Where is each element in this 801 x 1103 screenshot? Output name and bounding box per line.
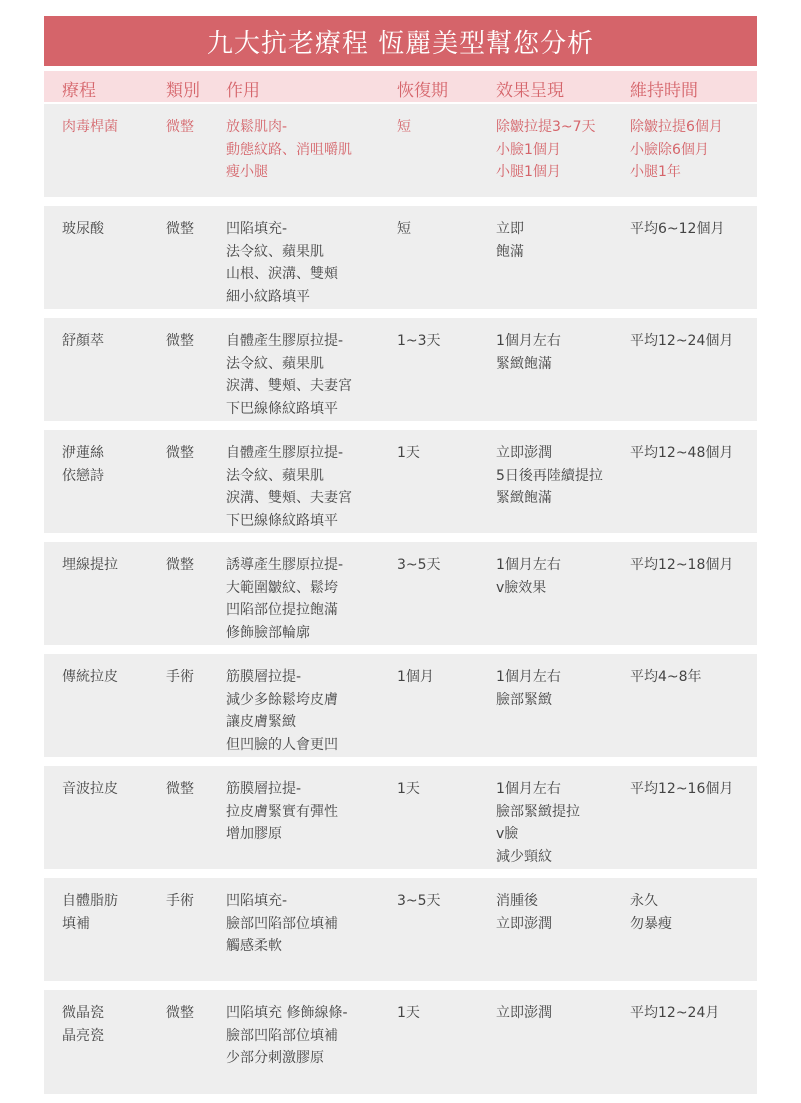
cell-duration: 除皺拉提6個月 小臉除6個月 小腿1年 [630,119,723,180]
cell-treatment: 埋線提拉 [62,557,118,573]
cell-effect: 放鬆肌肉- 動態紋路、消咀嚼肌 瘦小腿 [226,119,352,180]
cell-effect: 筋膜層拉提- 拉皮膚緊實有彈性 增加膠原 [226,781,338,842]
cell-recovery: 1個月 [397,669,434,685]
cell-result: 立即澎潤 5日後再陸續提拉 緊緻飽滿 [496,445,603,506]
cell-treatment: 傳統拉皮 [62,669,118,685]
table-row [44,766,757,869]
table-row [44,990,757,1094]
cell-result: 消腫後 立即澎潤 [496,893,552,932]
table-row [44,430,757,533]
cell-recovery: 1~3天 [397,333,441,349]
cell-effect: 凹陷填充- 法令紋、蘋果肌 山根、淚溝、雙頰 細小紋路填平 [226,221,338,305]
cell-treatment: 音波拉皮 [62,781,118,797]
cell-result: 立即澎潤 [496,1005,552,1021]
table-header [44,71,757,102]
cell-effect: 自體產生膠原拉提- 法令紋、蘋果肌 淚溝、雙頰、夫妻宮 下巴線條紋路填平 [226,445,352,529]
cell-effect: 筋膜層拉提- 減少多餘鬆垮皮膚 讓皮膚緊緻 但凹臉的人會更凹 [226,669,338,753]
header-effect: 作用 [226,81,260,101]
cell-recovery: 短 [397,221,411,237]
cell-result: 1個月左右 臉部緊緻提拉 v臉 減少頸紋 [496,781,580,865]
cell-category: 微整 [166,557,194,573]
cell-result: 1個月左右 緊緻飽滿 [496,333,561,372]
cell-treatment: 自體脂肪 填補 [62,893,118,932]
page-title: 九大抗老療程 恆麗美型幫您分析 [44,16,757,66]
cell-recovery: 3~5天 [397,893,441,909]
cell-treatment: 玻尿酸 [62,221,104,237]
table-body [44,104,757,1103]
cell-category: 微整 [166,119,194,135]
table-row [44,104,757,197]
cell-treatment: 肉毒桿菌 [62,119,118,135]
cell-treatment: 洢蓮絲 依戀詩 [62,445,104,484]
cell-duration: 平均12~18個月 [630,557,734,573]
cell-category: 微整 [166,1005,194,1021]
cell-treatment: 舒顏萃 [62,333,104,349]
cell-result: 立即 飽滿 [496,221,524,260]
table-row [44,878,757,981]
table-row [44,654,757,757]
cell-category: 微整 [166,221,194,237]
table-row [44,542,757,645]
cell-duration: 永久 勿暴瘦 [630,893,672,932]
cell-recovery: 1天 [397,1005,420,1021]
cell-category: 手術 [166,893,194,909]
cell-result: 除皺拉提3~7天 小臉1個月 小腿1個月 [496,119,596,180]
cell-category: 微整 [166,445,194,461]
cell-recovery: 1天 [397,781,420,797]
cell-effect: 凹陷填充 修飾線條- 臉部凹陷部位填補 少部分刺激膠原 [226,1005,348,1066]
cell-treatment: 微晶瓷 晶亮瓷 [62,1005,104,1044]
table-row [44,318,757,421]
cell-duration: 平均12~48個月 [630,445,734,461]
cell-duration: 平均12~16個月 [630,781,734,797]
cell-effect: 誘導產生膠原拉提- 大範圍皺紋、鬆垮 凹陷部位提拉飽滿 修飾臉部輪廓 [226,557,344,641]
cell-recovery: 1天 [397,445,420,461]
header-duration: 維持時間 [630,81,698,101]
cell-duration: 平均6~12個月 [630,221,725,237]
cell-effect: 凹陷填充- 臉部凹陷部位填補 觸感柔軟 [226,893,338,954]
header-result: 效果呈現 [496,81,564,101]
cell-recovery: 3~5天 [397,557,441,573]
cell-result: 1個月左右 臉部緊緻 [496,669,561,708]
cell-duration: 平均12~24個月 [630,333,734,349]
header-treatment: 療程 [62,81,96,101]
cell-category: 手術 [166,669,194,685]
cell-effect: 自體產生膠原拉提- 法令紋、蘋果肌 淚溝、雙頰、夫妻宮 下巴線條紋路填平 [226,333,352,417]
header-recovery: 恢復期 [397,81,448,101]
cell-category: 微整 [166,781,194,797]
cell-category: 微整 [166,333,194,349]
header-category: 類別 [166,81,200,101]
cell-recovery: 短 [397,119,411,135]
cell-duration: 平均12~24月 [630,1005,720,1021]
cell-duration: 平均4~8年 [630,669,702,685]
cell-result: 1個月左右 v臉效果 [496,557,561,596]
table-row [44,206,757,309]
